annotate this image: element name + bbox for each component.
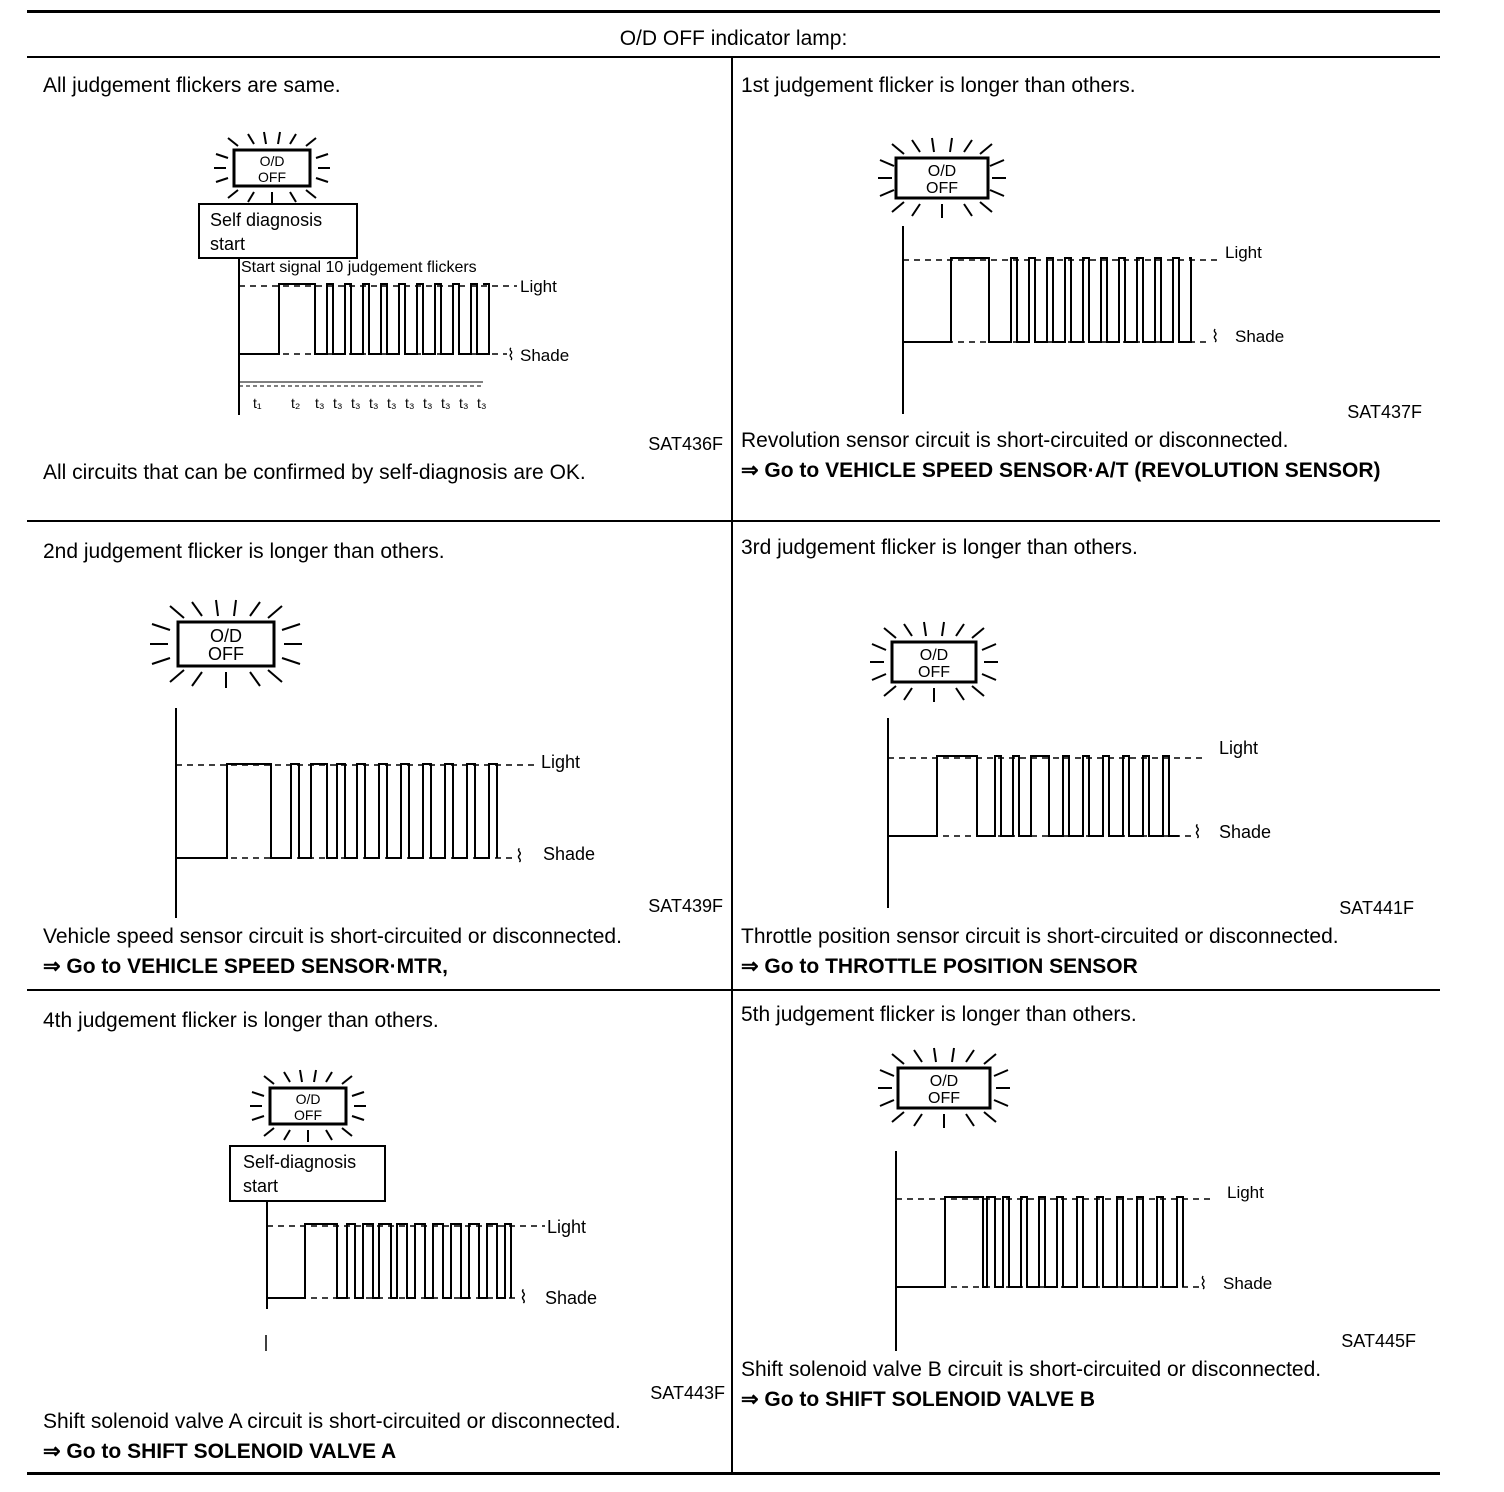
svg-text:Light: Light bbox=[1227, 1183, 1264, 1202]
timing-t2: t₂ bbox=[291, 395, 301, 411]
light-label: Light bbox=[520, 277, 557, 296]
self-diagnosis-label-2: start bbox=[210, 234, 246, 254]
lamp-icon bbox=[250, 1070, 366, 1142]
self-diagnosis-label: Self diagnosis bbox=[210, 210, 323, 230]
result-text bbox=[43, 922, 723, 982]
page-title: O/D OFF indicator lamp: bbox=[619, 27, 848, 50]
svg-text:OFF: OFF bbox=[926, 180, 958, 197]
svg-text:Shade: Shade bbox=[543, 844, 596, 864]
cell-2nd-longer bbox=[27, 522, 731, 989]
svg-text:t₃: t₃ bbox=[423, 395, 433, 411]
goto-link[interactable]: ⇒ Go to VEHICLE SPEED SENSOR·A/T (REVOLUTION SENSOR) bbox=[741, 459, 1381, 482]
svg-text:O/D: O/D bbox=[919, 647, 949, 664]
svg-text:OFF: OFF bbox=[928, 1090, 960, 1107]
bottom-rule bbox=[27, 1472, 1440, 1475]
svg-text:Light: Light bbox=[1219, 738, 1259, 758]
svg-text:OFF: OFF bbox=[294, 1107, 322, 1123]
svg-text:O/D: O/D bbox=[927, 163, 957, 180]
figure-code: SAT437F bbox=[1347, 402, 1422, 422]
svg-text:t₃: t₃ bbox=[405, 395, 415, 411]
goto-link[interactable]: ⇒ Go to THROTTLE POSITION SENSOR bbox=[741, 955, 1138, 978]
svg-text:Shade: Shade bbox=[1223, 1274, 1273, 1293]
goto-link[interactable]: ⇒ Go to VEHICLE SPEED SENSOR·MTR, bbox=[43, 955, 448, 978]
svg-text:O/D: O/D bbox=[295, 1091, 321, 1107]
svg-text:O/D: O/D bbox=[209, 626, 243, 646]
svg-text:⌇: ⌇ bbox=[519, 1287, 528, 1307]
timing-t3: t₃ bbox=[315, 395, 325, 411]
result-text: All circuits that can be confirmed by self-diagnosis are OK. bbox=[43, 461, 586, 484]
flicker-timing-diagram bbox=[27, 991, 731, 1472]
svg-text:Light: Light bbox=[541, 752, 581, 772]
goto-link[interactable]: ⇒ Go to SHIFT SOLENOID VALVE A bbox=[43, 1440, 397, 1463]
svg-text:Shade: Shade bbox=[1219, 822, 1272, 842]
start-signal-label: Start signal 10 judgement flickers bbox=[241, 259, 477, 276]
svg-text:O/D: O/D bbox=[929, 1073, 959, 1090]
svg-text:t₃: t₃ bbox=[459, 395, 469, 411]
lamp-icon bbox=[870, 622, 998, 702]
svg-text:⌇: ⌇ bbox=[515, 846, 524, 866]
figure-code: SAT441F bbox=[1339, 898, 1414, 918]
timing-t1: t₁ bbox=[253, 395, 262, 411]
figure-code: SAT443F bbox=[650, 1383, 725, 1403]
lamp-text-od: O/D bbox=[259, 153, 285, 169]
svg-text:OFF: OFF bbox=[208, 644, 244, 664]
self-diagnosis-label-2: start bbox=[243, 1176, 279, 1196]
flicker-timing-diagram bbox=[733, 522, 1440, 989]
svg-text:t₃: t₃ bbox=[477, 395, 487, 411]
lamp-text-off: OFF bbox=[258, 169, 286, 185]
svg-text:Shade: Shade bbox=[545, 1288, 598, 1308]
svg-text:⌇: ⌇ bbox=[1211, 327, 1220, 346]
shade-label: Shade bbox=[520, 346, 570, 365]
svg-text:Shade: Shade bbox=[1235, 327, 1285, 346]
cell-all-same bbox=[27, 60, 731, 520]
svg-text:⌇: ⌇ bbox=[1199, 1274, 1208, 1293]
cell-title: All judgement flickers are same. bbox=[43, 74, 341, 97]
self-diagnosis-label: Self-diagnosis bbox=[243, 1152, 357, 1172]
flicker-timing-diagram bbox=[27, 522, 731, 989]
cell-title: 5th judgement flicker is longer than others. bbox=[741, 1003, 1137, 1026]
result-description: Vehicle speed sensor circuit is short-circuited or disconnected. bbox=[43, 925, 622, 948]
cell-title: 4th judgement flicker is longer than others. bbox=[43, 1009, 439, 1032]
result-text bbox=[741, 426, 1421, 486]
svg-text:t₃: t₃ bbox=[441, 395, 451, 411]
svg-text:Light: Light bbox=[547, 1217, 587, 1237]
svg-text:t₃: t₃ bbox=[333, 395, 343, 411]
result-description: Shift solenoid valve B circuit is short-circuited or disconnected. bbox=[741, 1358, 1322, 1381]
svg-text:t₃: t₃ bbox=[369, 395, 379, 411]
result-description: Throttle position sensor circuit is short-circuited or disconnected. bbox=[741, 925, 1339, 948]
result-description: Revolution sensor circuit is short-circuited or disconnected. bbox=[741, 429, 1289, 452]
cell-4th-longer bbox=[27, 991, 731, 1472]
cell-3rd-longer bbox=[733, 522, 1440, 989]
svg-text:⌇: ⌇ bbox=[1193, 822, 1202, 842]
cell-title: 3rd judgement flicker is longer than others. bbox=[741, 536, 1138, 559]
cell-1st-longer bbox=[733, 58, 1440, 520]
lamp-icon bbox=[878, 1048, 1010, 1128]
lamp-icon bbox=[150, 600, 302, 688]
svg-text:t₃: t₃ bbox=[351, 395, 361, 411]
svg-text:OFF: OFF bbox=[918, 664, 950, 681]
top-rule bbox=[27, 10, 1440, 13]
lamp-icon bbox=[878, 138, 1006, 218]
goto-link[interactable]: ⇒ Go to SHIFT SOLENOID VALVE B bbox=[741, 1388, 1095, 1411]
result-text bbox=[741, 922, 1421, 982]
result-text bbox=[43, 1407, 723, 1467]
cell-title: 2nd judgement flicker is longer than others. bbox=[43, 540, 445, 563]
cell-5th-longer bbox=[733, 991, 1440, 1472]
flicker-timing-diagram bbox=[27, 60, 731, 520]
svg-text:⌇: ⌇ bbox=[507, 347, 515, 364]
svg-text:t₃: t₃ bbox=[387, 395, 397, 411]
result-text bbox=[741, 1355, 1421, 1415]
figure-code: SAT445F bbox=[1341, 1331, 1416, 1351]
lamp-icon bbox=[214, 132, 330, 204]
svg-text:Light: Light bbox=[1225, 243, 1262, 262]
figure-code: SAT436F bbox=[648, 434, 723, 454]
cell-title: 1st judgement flicker is longer than others. bbox=[741, 74, 1136, 97]
result-description: Shift solenoid valve A circuit is short-circuited or disconnected. bbox=[43, 1410, 621, 1433]
figure-code: SAT439F bbox=[648, 896, 723, 916]
